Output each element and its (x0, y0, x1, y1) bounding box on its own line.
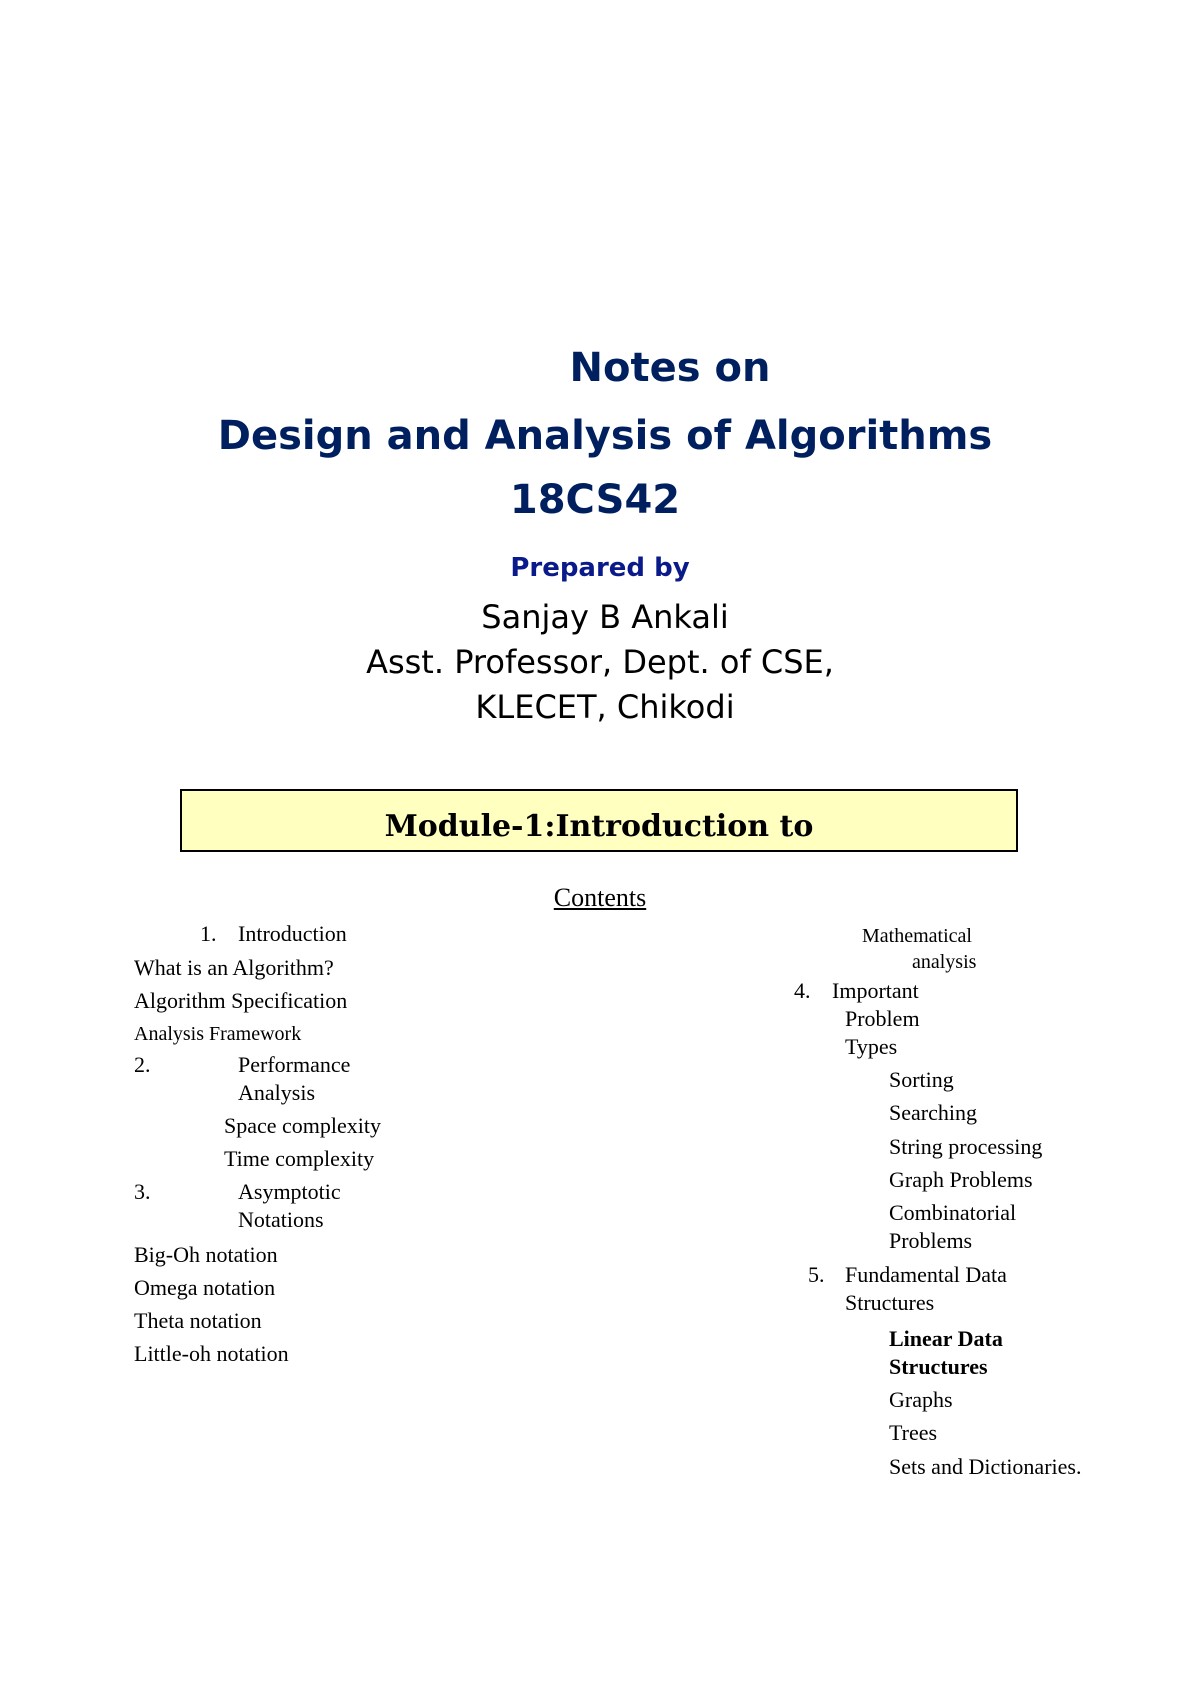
toc-item: Sets and Dictionaries. (889, 1454, 1082, 1479)
toc-item: Sorting (889, 1067, 954, 1092)
toc-item: Time complexity (224, 1146, 375, 1171)
toc-item: What is an Algorithm? (134, 955, 334, 980)
contents-heading: Contents (553, 883, 647, 912)
toc-item: Searching (889, 1100, 977, 1125)
toc-item: Combinatorial (889, 1200, 1017, 1225)
toc-item: Theta notation (134, 1308, 262, 1333)
toc-section-fundamental-cont: Structures (845, 1290, 935, 1315)
toc-section-important-cont: Types (845, 1034, 898, 1059)
module-banner (180, 789, 1018, 852)
toc-section-important: Important (832, 978, 919, 1003)
toc-section-performance-cont: Analysis (238, 1080, 315, 1105)
toc-number-2: 2. (134, 1052, 151, 1077)
toc-item: Problems (889, 1228, 973, 1253)
toc-item-linear-cont: Structures (889, 1354, 988, 1379)
author-designation: Asst. Professor, Dept. of CSE, (366, 643, 834, 681)
toc-item-mathematical: Mathematical (862, 925, 972, 947)
toc-number-1: 1. (200, 921, 217, 946)
toc-number-4: 4. (794, 978, 811, 1003)
toc-section-important-cont: Problem (845, 1006, 920, 1031)
toc-number-5: 5. (808, 1262, 825, 1287)
toc-item: Analysis Framework (134, 1023, 302, 1045)
toc-section-asymptotic: Asymptotic (238, 1179, 341, 1204)
toc-item: Little-oh notation (134, 1341, 289, 1366)
prepared-by-label: Prepared by (510, 553, 690, 583)
toc-section-performance: Performance (238, 1052, 351, 1077)
course-code: 18CS42 (509, 477, 681, 523)
toc-item: Graphs (889, 1387, 953, 1412)
toc-item: Omega notation (134, 1275, 276, 1300)
title-line-1: Notes on (569, 345, 771, 391)
toc-item: Trees (889, 1420, 938, 1445)
toc-item: Algorithm Specification (134, 988, 348, 1013)
toc-section-asymptotic-cont: Notations (238, 1207, 324, 1232)
toc-item: Graph Problems (889, 1167, 1033, 1192)
toc-item-mathematical-cont: analysis (912, 951, 977, 973)
toc-item: String processing (889, 1134, 1043, 1159)
toc-section-introduction: Introduction (238, 921, 347, 946)
title-line-2: Design and Analysis of Algorithms (217, 413, 993, 459)
toc-item: Big-Oh notation (134, 1242, 278, 1267)
toc-section-fundamental: Fundamental Data (845, 1262, 1007, 1287)
toc-number-3: 3. (134, 1179, 151, 1204)
toc-item: Space complexity (224, 1113, 382, 1138)
module-title: Module-1:Introduction to (384, 809, 814, 844)
toc-item-linear: Linear Data (889, 1326, 1003, 1351)
author-name: Sanjay B Ankali (481, 598, 729, 636)
author-institution: KLECET, Chikodi (475, 688, 735, 726)
